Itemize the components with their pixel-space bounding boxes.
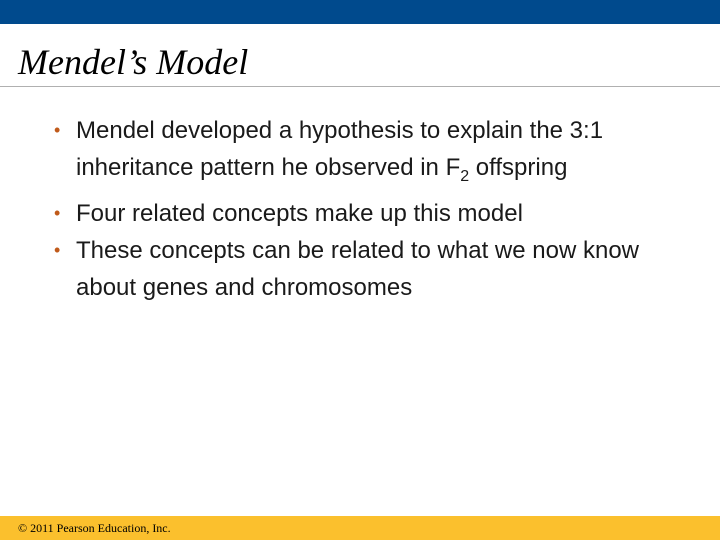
- bullet-text: Four related concepts make up this model: [76, 199, 523, 227]
- bullet-item: [54, 232, 684, 306]
- slide-title: Mendel’s Model: [18, 42, 249, 82]
- bullet-list: [54, 112, 684, 306]
- bullet-icon: •: [54, 120, 61, 140]
- bullet-subscript: 2: [460, 167, 470, 185]
- bullet-item: [54, 112, 684, 195]
- bullet-text-tail: offspring: [469, 154, 568, 181]
- top-banner: [0, 0, 720, 24]
- bullet-icon: •: [54, 202, 61, 223]
- bullet-text: These concepts can be related to what we now know about genes and chromosomes: [76, 236, 639, 301]
- title-divider: [0, 86, 720, 87]
- copyright-notice: © 2011 Pearson Education, Inc.: [18, 521, 171, 535]
- bullet-icon: •: [54, 239, 61, 260]
- bullet-text: Mendel developed a hypothesis to explain the 3:1 inheritance pattern he observed in F: [76, 117, 604, 181]
- bullet-item: [54, 195, 684, 232]
